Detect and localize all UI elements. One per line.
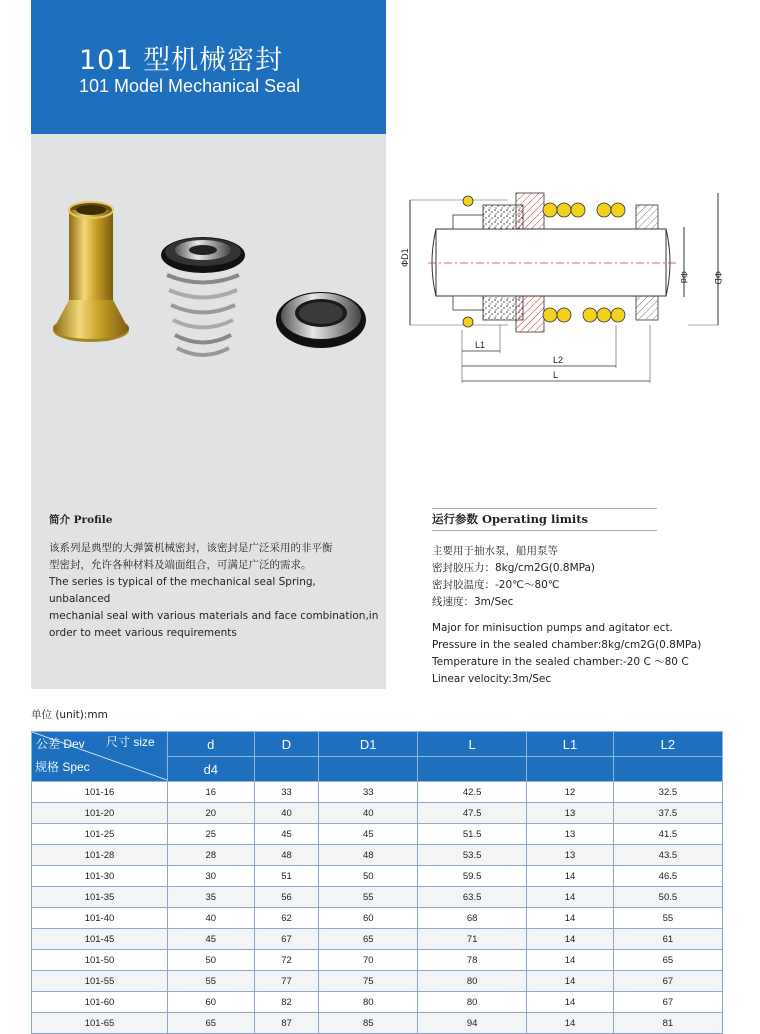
cell-d: 35 xyxy=(168,887,255,908)
cell-D1: 55 xyxy=(319,887,418,908)
column-header-L2: L2 xyxy=(613,732,722,757)
column-subheader-empty xyxy=(418,757,527,782)
cell-spec: 101-25 xyxy=(32,824,168,845)
cell-L2: 43.5 xyxy=(613,845,722,866)
cell-L1: 13 xyxy=(527,845,614,866)
column-subheader-empty xyxy=(254,757,319,782)
table-row xyxy=(32,950,723,971)
cell-L2: 37.5 xyxy=(613,803,722,824)
cell-D: 87 xyxy=(254,1013,319,1034)
table-row xyxy=(32,1013,723,1034)
cell-L: 80 xyxy=(418,971,527,992)
cell-D1: 40 xyxy=(319,803,418,824)
cell-L: 78 xyxy=(418,950,527,971)
cell-spec: 101-65 xyxy=(32,1013,168,1034)
cell-L2: 41.5 xyxy=(613,824,722,845)
profile-en-line: The series is typical of the mechanical seal Spring, unbalanced xyxy=(49,576,316,605)
column-subheader-empty xyxy=(613,757,722,782)
cell-L2: 46.5 xyxy=(613,866,722,887)
cell-d: 28 xyxy=(168,845,255,866)
operating-limits-text xyxy=(432,543,701,688)
corner-spec-label: 规格 Spec xyxy=(35,760,90,774)
cell-D: 62 xyxy=(254,908,319,929)
operating-en-line: Major for minisuction pumps and agitator ect. xyxy=(432,622,673,634)
cell-L: 53.5 xyxy=(418,845,527,866)
cell-d: 20 xyxy=(168,803,255,824)
operating-en-line: Linear velocity:3m/Sec xyxy=(432,673,552,685)
profile-description xyxy=(49,540,379,642)
cell-L1: 12 xyxy=(527,782,614,803)
cell-D: 45 xyxy=(254,824,319,845)
column-subheader-empty xyxy=(527,757,614,782)
cell-D1: 48 xyxy=(319,845,418,866)
column-header-D1: D1 xyxy=(319,732,418,757)
cell-L2: 65 xyxy=(613,950,722,971)
cell-D: 67 xyxy=(254,929,319,950)
cell-L1: 14 xyxy=(527,992,614,1013)
column-subheader-d4: d4 xyxy=(168,757,255,782)
column-header-L1: L1 xyxy=(527,732,614,757)
technical-drawing xyxy=(398,185,728,390)
cell-L1: 14 xyxy=(527,908,614,929)
cell-spec: 101-16 xyxy=(32,782,168,803)
cell-L1: 14 xyxy=(527,950,614,971)
cell-d: 50 xyxy=(168,950,255,971)
cell-D: 77 xyxy=(254,971,319,992)
label-d: Φd xyxy=(679,271,689,284)
cell-spec: 101-45 xyxy=(32,929,168,950)
profile-heading: 简介 Profile xyxy=(49,514,113,526)
cell-D: 82 xyxy=(254,992,319,1013)
cell-L1: 13 xyxy=(527,803,614,824)
profile-en-line: mechanial seal with various materials and face combination,in xyxy=(49,610,379,622)
brass-sleeve-image xyxy=(53,202,129,342)
table-header-row xyxy=(32,732,723,757)
page-title-en: 101 Model Mechanical Seal xyxy=(79,76,301,96)
cell-d: 40 xyxy=(168,908,255,929)
cell-L: 71 xyxy=(418,929,527,950)
table-corner-header xyxy=(32,732,168,782)
cell-d: 45 xyxy=(168,929,255,950)
cell-spec: 101-50 xyxy=(32,950,168,971)
cell-D1: 60 xyxy=(319,908,418,929)
cell-D1: 80 xyxy=(319,992,418,1013)
table-row xyxy=(32,803,723,824)
cell-spec: 101-35 xyxy=(32,887,168,908)
profile-zh-line: 型密封，允许各种材料及端面组合，可满足广泛的需求。 xyxy=(49,559,312,571)
cell-L1: 14 xyxy=(527,971,614,992)
column-subheader-empty xyxy=(319,757,418,782)
unit-label: 单位 (unit):mm xyxy=(31,709,108,721)
operating-zh-line: 线速度：3m/Sec xyxy=(432,596,514,608)
cell-L2: 50.5 xyxy=(613,887,722,908)
cell-L1: 14 xyxy=(527,887,614,908)
profile-en-line: order to meet various requirements xyxy=(49,627,237,639)
cell-L1: 14 xyxy=(527,866,614,887)
cell-D1: 65 xyxy=(319,929,418,950)
label-D1: ΦD1 xyxy=(400,248,410,267)
operating-limits-heading: 运行参数 Operating limits xyxy=(432,508,657,531)
cell-D: 51 xyxy=(254,866,319,887)
table-row xyxy=(32,887,723,908)
label-D: ΦD xyxy=(713,271,723,285)
cell-d: 25 xyxy=(168,824,255,845)
cell-D1: 45 xyxy=(319,824,418,845)
table-row xyxy=(32,824,723,845)
cell-L1: 14 xyxy=(527,1013,614,1034)
cell-L: 59.5 xyxy=(418,866,527,887)
cell-L1: 14 xyxy=(527,929,614,950)
cell-D1: 85 xyxy=(319,1013,418,1034)
cell-D: 33 xyxy=(254,782,319,803)
cell-L: 68 xyxy=(418,908,527,929)
title-banner xyxy=(31,0,386,134)
column-header-d: d xyxy=(168,732,255,757)
cell-L2: 67 xyxy=(613,971,722,992)
cell-L: 80 xyxy=(418,992,527,1013)
cell-D: 72 xyxy=(254,950,319,971)
column-header-L: L xyxy=(418,732,527,757)
cell-d: 16 xyxy=(168,782,255,803)
cell-D: 40 xyxy=(254,803,319,824)
table-row xyxy=(32,782,723,803)
product-photo xyxy=(31,180,386,380)
cell-L: 42.5 xyxy=(418,782,527,803)
table-row xyxy=(32,971,723,992)
operating-zh-line: 密封胶压力：8kg/cm2G(0.8MPa) xyxy=(432,562,596,574)
cell-L2: 67 xyxy=(613,992,722,1013)
cell-L2: 55 xyxy=(613,908,722,929)
label-L1: L1 xyxy=(475,340,486,350)
operating-en-line: Pressure in the sealed chamber:8kg/cm2G(0.8MPa) xyxy=(432,639,702,651)
cell-D1: 75 xyxy=(319,971,418,992)
cell-spec: 101-55 xyxy=(32,971,168,992)
cell-D1: 70 xyxy=(319,950,418,971)
corner-dev-label: 公差 Dev xyxy=(36,737,85,751)
cell-D: 48 xyxy=(254,845,319,866)
column-header-D: D xyxy=(254,732,319,757)
cell-L: 51.5 xyxy=(418,824,527,845)
spec-table xyxy=(31,731,723,1034)
operating-en-line: Temperature in the sealed chamber:-20 C ～80 C xyxy=(432,656,689,668)
cell-d: 55 xyxy=(168,971,255,992)
table-row xyxy=(32,929,723,950)
cell-L2: 81 xyxy=(613,1013,722,1034)
cell-D: 56 xyxy=(254,887,319,908)
cell-L2: 61 xyxy=(613,929,722,950)
cell-spec: 101-28 xyxy=(32,845,168,866)
cell-L: 47.5 xyxy=(418,803,527,824)
corner-size-label: 尺寸 size xyxy=(106,735,155,749)
table-row xyxy=(32,992,723,1013)
cell-spec: 101-20 xyxy=(32,803,168,824)
label-L2: L2 xyxy=(553,355,564,365)
spring-assembly-image xyxy=(161,237,245,355)
cell-L1: 13 xyxy=(527,824,614,845)
cell-d: 30 xyxy=(168,866,255,887)
profile-zh-line: 该系列是典型的大弹簧机械密封，该密封是广泛采用的非平衡 xyxy=(49,542,333,554)
cell-L: 63.5 xyxy=(418,887,527,908)
cell-spec: 101-30 xyxy=(32,866,168,887)
cell-d: 65 xyxy=(168,1013,255,1034)
operating-zh-line: 主要用于抽水泵，船用泵等 xyxy=(432,545,558,557)
seat-ring-image xyxy=(276,292,366,348)
cell-d: 60 xyxy=(168,992,255,1013)
page-title-zh: 101 型机械密封 xyxy=(79,45,284,76)
cell-L: 94 xyxy=(418,1013,527,1034)
cell-L2: 32.5 xyxy=(613,782,722,803)
cell-spec: 101-40 xyxy=(32,908,168,929)
cell-spec: 101-60 xyxy=(32,992,168,1013)
table-row xyxy=(32,845,723,866)
operating-zh-line: 密封胶温度：-20℃～80℃ xyxy=(432,579,560,591)
table-row xyxy=(32,866,723,887)
label-L: L xyxy=(553,370,559,380)
table-row xyxy=(32,908,723,929)
cell-D1: 33 xyxy=(319,782,418,803)
cell-D1: 50 xyxy=(319,866,418,887)
